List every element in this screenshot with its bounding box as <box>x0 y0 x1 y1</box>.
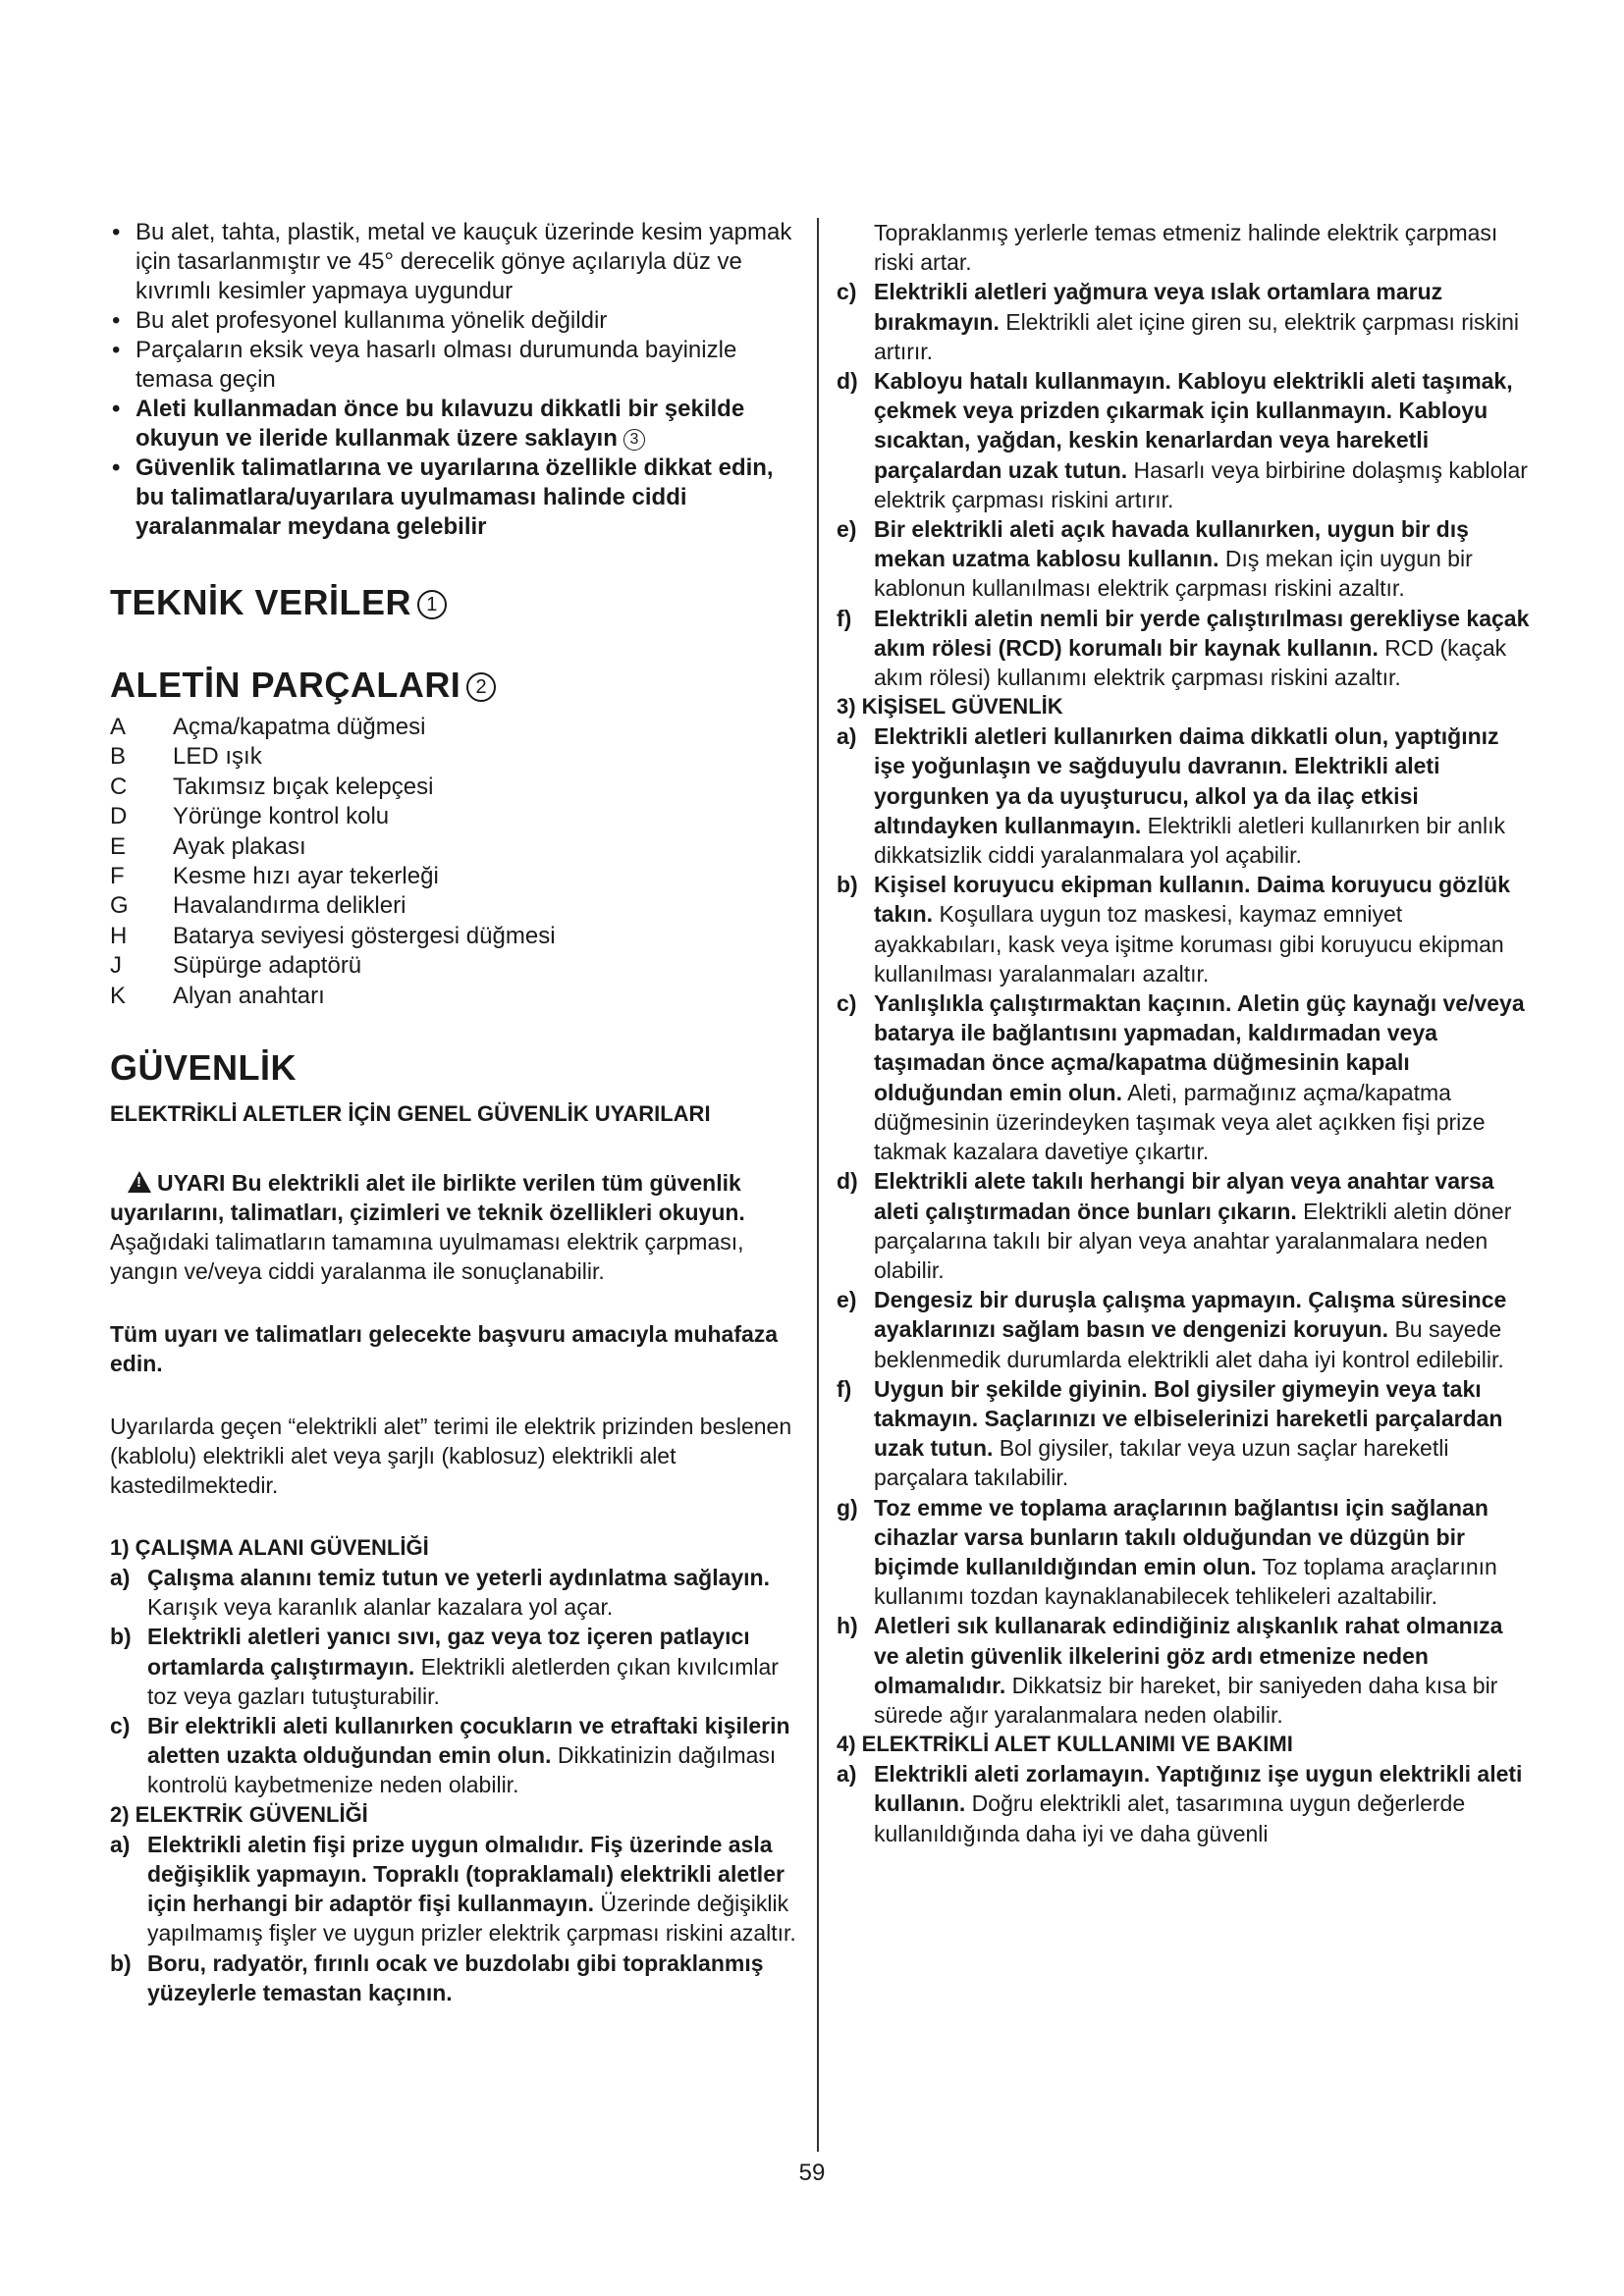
general-safety-subheading: ELEKTRİKLİ ALETLER İÇİN GENEL GÜVENLİK UYARILARI <box>110 1101 711 1127</box>
list-item: c) Elektrikli aletleri yağmura veya ıslak ortamlara maruz bırakmayın. Elektrikli alet içine giren su, elektrik çarpması riskini artırır. <box>837 279 1520 364</box>
bullet-item: • Bu alet, tahta, plastik, metal ve kauçuk üzerinde kesim yapmak için tasarlanmıştır ve 45° derecelik gönye açılarıyla düz ve kıvrımlı kesimler yapmaya uygundur <box>110 218 797 306</box>
part-item: K Alyan anahtarı <box>110 982 325 1009</box>
list-item: e) Dengesiz bir duruşla çalışma yapmayın. Çalışma süresince ayaklarınızı sağlam basın ve dengenizi koruyun. Bu sayede beklenmedik durumlarda elektrikli alet daha iyi kontrol edilebilir. <box>837 1287 1507 1372</box>
bullet-item: • Parçaların eksik veya hasarlı olması durumunda bayinizle temasa geçin <box>110 336 797 395</box>
column-divider <box>817 218 819 2152</box>
list-item: e) Bir elektrikli aleti açık havada kullanırken, uygun bir dış mekan uzatma kablosu kullanın. Dış mekan için uygun bir kablonun kullanılması elektrik çarpması riskini azaltır. <box>837 516 1473 602</box>
part-item: F Kesme hızı ayar tekerleği <box>110 863 439 890</box>
warning-paragraph: !UYARI Bu elektrikli alet ile birlikte verilen tüm güvenlik uyarılarını, talimatları, çizimleri ve teknik özellikleri okuyun. Aşağıdaki talimatların tamamına uyulmaması elektrik çarpması, yangın ve/veya ciddi yaralanma ile sonuçlanabilir. <box>110 1168 797 1286</box>
list-item: d) Kabloyu hatalı kullanmayın. Kabloyu elektrikli aleti taşımak, çekmek veya prizden çıkarmak için kullanmayın. Kabloyu sıcaktan, yağdan, keskin kenarlardan veya hareketli parçalardan uzak tutun. Hasarlı veya birbirine dolaşmış kablolar elektrik çarpması riskini artırır. <box>837 368 1528 512</box>
part-item: G Havalandırma delikleri <box>110 892 406 920</box>
part-item: H Batarya seviyesi göstergesi düğmesi <box>110 922 556 949</box>
list-item: c) Yanlışlıkla çalıştırmaktan kaçının. Aletin güç kaynağı ve/veya batarya ile bağlantısını yapmadan, kaldırmadan veya taşımadan önce açma/kapatma düğmesinin kapalı olduğundan emin olun. Aleti, parmağınız açma/kapatma düğmesinin üzerindeyken taşımak veya alet açıkken fişi prize takmak kazalara davetiye çıkartır. <box>837 990 1525 1165</box>
part-item: C Takımsız bıçak kelepçesi <box>110 773 434 800</box>
figure-ref-2: 2 <box>466 672 496 702</box>
list-item: a) Elektrikli aletleri kullanırken daima dikkatli olun, yaptığınız işe yoğunlaşın ve sağduyulu davranın. Elektrikli aleti yorgunken ya da uyuşturucu, alkol ya da ilaç etkisi altındayken kullanmayın. Elektrikli aletleri kullanırken bir anlık dikkatsizlik ciddi yaralanmalara yol açabilir. <box>837 723 1505 869</box>
left-column <box>110 218 797 2007</box>
list-item: f) Elektrikli aletin nemli bir yerde çalıştırılması gerekliyse kaçak akım rölesi (RCD) korumalı bir kaynak kullanın. RCD (kaçak akım rölesi) kullanımı elektrik çarpması riskini azaltır. <box>837 605 1530 691</box>
list-item: g) Toz emme ve toplama araçlarının bağlantısı için sağlanan cihazlar varsa bunların takılı olduğundan ve düzgün bir biçimde kullanıldığından emin olun. Toz toplama araçlarının kullanımı tozdan kaynaklanabilecek tehlikeleri azaltabilir. <box>837 1494 1497 1610</box>
list-item: h) Aletleri sık kullanarak edindiğiniz alışkanlık rahat olmanıza ve aletin güvenlik ilkelerini göz ardı etmenize neden olmamalıdır. Dikkatsiz bir hareket, bir saniyeden daha kısa bir sürede ağır yaralanmalara neden olabilir. <box>837 1613 1503 1728</box>
section-heading-tool-use: 4) ELEKTRİKLİ ALET KULLANIMI VE BAKIMI <box>837 1732 1293 1757</box>
keep-instructions-paragraph: Tüm uyarı ve talimatları gelecekte başvuru amacıyla muhafaza edin. <box>110 1321 779 1377</box>
list-item: b) Kişisel koruyucu ekipman kullanın. Daima koruyucu gözlük takın. Koşullara uygun toz maskesi, kaymaz emniyet ayakkabıları, kask veya işitme koruması gibi koruyucu ekipman kullanılması yaralanmaları azaltır. <box>837 872 1511 987</box>
bullet-item: • Güvenlik talimatlarına ve uyarılarına özellikle dikkat edin, bu talimatlara/uyarılara uyulmaması halinde ciddi yaralanmalar meydana gelebilir <box>110 454 797 542</box>
section-heading-personal: 3) KİŞİSEL GÜVENLİK <box>837 694 1063 720</box>
warning-triangle-icon <box>128 1171 151 1193</box>
figure-ref-3: 3 <box>623 429 645 451</box>
section-heading-work-area: 1) ÇALIŞMA ALANI GÜVENLİĞİ <box>110 1535 429 1561</box>
part-item: A Açma/kapatma düğmesi <box>110 714 426 740</box>
aletin-parcalari-heading: ALETİN PARÇALARI 2 <box>110 664 797 707</box>
part-item: E Ayak plakası <box>110 832 306 860</box>
list-item: b) Elektrikli aletleri yanıcı sıvı, gaz veya toz içeren patlayıcı ortamlarda çalıştırmayın. Elektrikli aletlerden çıkan kıvılcımlar toz veya gazları tutuşturabilir. <box>110 1624 779 1709</box>
intro-bullets <box>110 218 797 542</box>
parts-list <box>110 713 797 1011</box>
page-number: 59 <box>798 2160 826 2186</box>
list-item: f) Uygun bir şekilde giyinin. Bol giysiler giymeyin veya takı takmayın. Saçlarınızı ve elbiselerinizi hareketli parçalardan uzak tutun. Bol giysiler, takılar veya uzun saçlar hareketli parçalara takılabilir. <box>837 1375 1503 1491</box>
list-item: a) Elektrikli aleti zorlamayın. Yaptığınız işe uygun elektrikli aleti kullanın. Doğru elektrikli alet, tasarımına uygun değerlerde kullanıldığında daha iyi ve daha güvenli <box>837 1761 1523 1846</box>
list-item: d) Elektrikli alete takılı herhangi bir alyan veya anahtar varsa aleti çalıştırmadan önce bunları çıkarın. Elektrikli aletin döner parçalarına takılı bir alyan veya anahtar yaralanmalara neden olabilir. <box>837 1168 1512 1283</box>
list-item: a) Elektrikli aletin fişi prize uygun olmalıdır. Fiş üzerinde asla değişiklik yapmayın. Topraklı (topraklamalı) elektrikli aletler için herhangi bir adaptör fişi kullanmayın. Üzerinde değişiklik yapılmamış fişler ve uygun prizler elektrik çarpması riskini azaltır. <box>110 1831 796 1947</box>
right-column <box>837 218 1534 1848</box>
part-item: J Süpürge adaptörü <box>110 952 362 980</box>
list-item: a) Çalışma alanını temiz tutun ve yeterli aydınlatma sağlayın. Karışık veya karanlık alanlar kazalara yol açar. <box>110 1565 770 1621</box>
list-item: c) Bir elektrikli aleti kullanırken çocukların ve etraftaki kişilerin aletten uzakta olduğundan emin olun. Dikkatinizin dağılması kontrolü kaybetmenize neden olabilir. <box>110 1713 790 1798</box>
bullet-item: • Aleti kullanmadan önce bu kılavuzu dikkatli bir şekilde okuyun ve ileride kullanmak üzere saklayın 3 <box>110 395 797 454</box>
guvenlik-heading: GÜVENLİK <box>110 1047 298 1089</box>
part-item: D Yörünge kontrol kolu <box>110 803 390 830</box>
teknik-veriler-heading: TEKNİK VERİLER 1 <box>110 581 797 624</box>
figure-ref-1: 1 <box>417 590 447 619</box>
term-definition-paragraph: Uyarılarda geçen “elektrikli alet” terimi ile elektrik prizinden beslenen (kablolu) elektrikli alet veya şarjlı (kablosuz) elektrikli alet kastedilmektedir. <box>110 1414 792 1499</box>
bullet-item: • Bu alet profesyonel kullanıma yönelik değildir <box>110 306 797 336</box>
section-heading-electrical: 2) ELEKTRİK GÜVENLİĞİ <box>110 1801 368 1827</box>
continued-text: Topraklanmış yerlerle temas etmeniz halinde elektrik çarpması riski artar. <box>874 220 1498 276</box>
list-item: b) Boru, radyatör, fırınlı ocak ve buzdolabı gibi topraklanmış yüzeylerle temastan kaçının. <box>110 1949 764 2005</box>
part-item: B LED ışık <box>110 743 262 771</box>
